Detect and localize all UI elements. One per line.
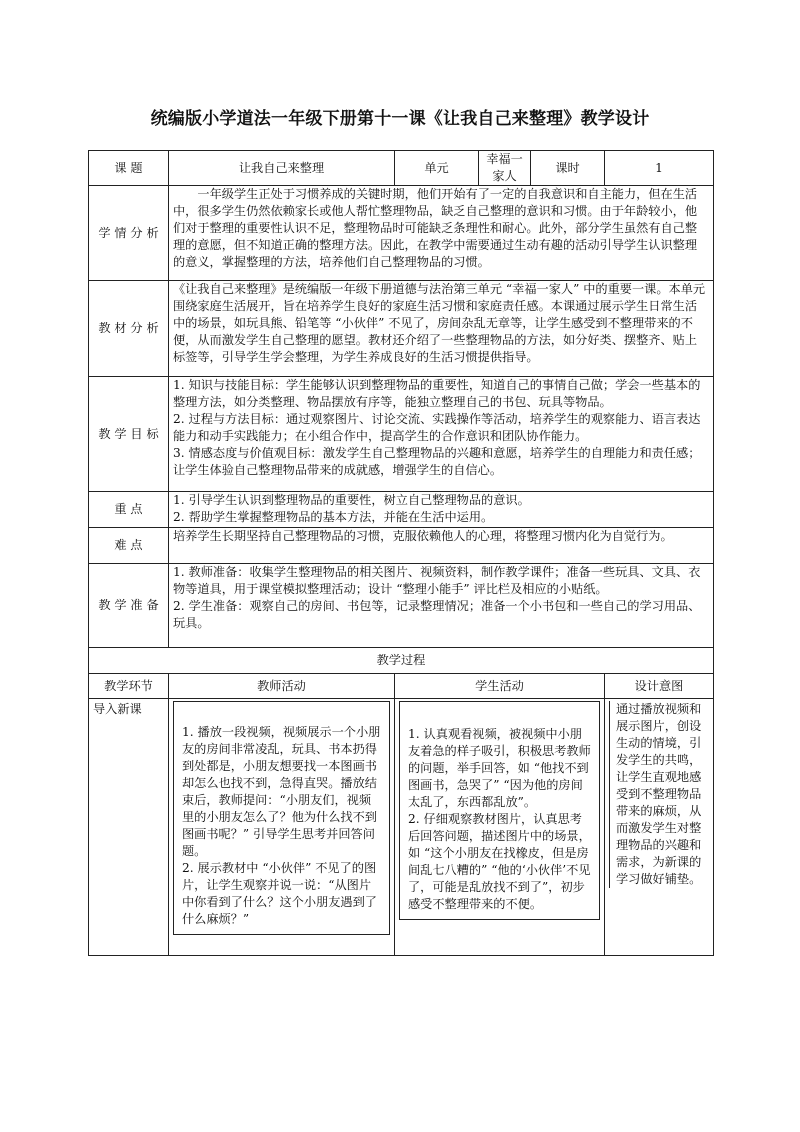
xueqing-label: 学 情 分 析: [89, 186, 169, 281]
teacher-box: [173, 701, 390, 935]
lesson-plan-table: [88, 150, 714, 956]
process-columns-row: [89, 674, 714, 699]
teacher-step: 2. 展示教材中 “小伙伴” 不见了的图片，让学生观察并说一说：“从图片中你看到了什么？这个小朋友遇到了什么麻烦？”: [182, 861, 377, 926]
hours-value: 1: [605, 151, 714, 186]
process-heading: 教学过程: [89, 648, 714, 674]
jiaocai-label: 教 材 分 析: [89, 281, 169, 377]
stage-cell: 导入新课: [89, 699, 169, 956]
nandian-label: 难 点: [89, 528, 169, 564]
nandian-text: 培养学生长期坚持自己整理物品的习惯，克服依赖他人的心理，将整理习惯内化为自觉行为。: [169, 528, 714, 564]
zhunbei-row: [89, 564, 714, 648]
intent-cell: [605, 699, 714, 956]
xueqing-row: [89, 186, 714, 281]
zhunbei-cell: [169, 564, 714, 648]
mubiao-cell: [169, 377, 714, 492]
mubiao-label: 教 学 目 标: [89, 377, 169, 492]
jiaocai-text: 《让我自己来整理》是统编版一年级下册道德与法治第三单元 “幸福一家人” 中的重要一课。本单元围绕家庭生活展开，旨在培养学生良好的家庭生活习惯和家庭责任感。本课通过展示学生日常生活中的场景，如玩具熊、铅笔等 “小伙伴” 不见了，房间杂乱无章等，让学生感受到不整理带来的不便，从而激发学生自己整理的愿望。教材还介绍了一些整理物品的方法，如分好类、摆整齐、贴上标签等，引导学生学会整理，为学生养成良好的生活习惯提供指导。: [169, 281, 714, 377]
zhongdian-label: 重 点: [89, 492, 169, 528]
zhunbei-label: 教 学 准 备: [89, 564, 169, 648]
topic-value: 让我自己来整理: [169, 151, 395, 186]
zhongdian-item: 2. 帮助学生掌握整理物品的基本方法，并能在生活中运用。: [173, 510, 494, 524]
unit-label: 单元: [395, 151, 479, 186]
jiaocai-row: [89, 281, 714, 377]
mubiao-row: [89, 377, 714, 492]
teacher-cell: [169, 699, 395, 956]
topic-label: 课 题: [89, 151, 169, 186]
zhongdian-item: 1. 引导学生认识到整理物品的重要性，树立自己整理物品的意识。: [173, 493, 530, 507]
col-student: 学生活动: [395, 674, 605, 699]
teacher-step: 1. 播放一段视频，视频展示一个小朋友的房间非常凌乱，玩具、书本扔得到处都是，小朋友想要找一本图画书却怎么也找不到，急得直哭。播放结束后，教师提问：“小朋友们，视频里的小朋友怎么了？他为什么找不到图画书呢？” 引导学生思考并回答问题。: [182, 725, 381, 858]
mubiao-item: 1. 知识与技能目标：学生能够认识到整理物品的重要性，知道自己的事情自己做；学会一些基本的整理方法，如分类整理、物品摆放有序等，能独立整理自己的书包、玩具等物品。: [173, 378, 701, 409]
unit-value: 幸福一家人: [479, 151, 531, 186]
nandian-row: [89, 528, 714, 564]
col-stage: 教学环节: [89, 674, 169, 699]
header-row: [89, 151, 714, 186]
process-row: [89, 699, 714, 956]
process-heading-row: [89, 648, 714, 674]
xueqing-text: 一年级学生正处于习惯养成的关键时期，他们开始有了一定的自我意识和自主能力，但在生活中，很多学生仍然依赖家长或他人帮忙整理物品，缺乏自己整理的意识和习惯。由于年龄较小，他们对于整理的重要性认识不足，整理物品时可能缺乏条理性和耐心。此外，部分学生虽然有自己整理的意愿，但不知道正确的整理方法。因此，在教学中需要通过生动有趣的活动引导学生认识整理的意义，掌握整理的方法，培养他们自己整理物品的习惯。: [169, 186, 714, 281]
intent-box: 通过播放视频和展示图片，创设生动的情境，引发学生的共鸣，让学生直观地感受到不整理物品带来的麻烦，从而激发学生对整理物品的兴趣和需求，为新课的学习做好铺垫。: [609, 701, 711, 888]
student-box: [399, 701, 600, 920]
zhunbei-item: 2. 学生准备：观察自己的房间、书包等，记录整理情况；准备一个小书包和一些自己的学习用品、玩具。: [173, 599, 701, 630]
mubiao-item: 3. 情感态度与价值观目标：激发学生自己整理物品的兴趣和意愿，培养学生的自理能力和责任感；让学生体验自己整理物品带来的成就感，增强学生的自信心。: [173, 446, 701, 477]
mubiao-item: 2. 过程与方法目标：通过观察图片、讨论交流、实践操作等活动，培养学生的观察能力、语言表达能力和动手实践能力；在小组合作中，提高学生的合作意识和团队协作能力。: [173, 412, 701, 443]
zhongdian-cell: [169, 492, 714, 528]
hours-label: 课时: [531, 151, 605, 186]
student-step: 1. 认真观看视频，被视频中小朋友着急的样子吸引，积极思考教师的问题，举手回答，如 “他找不到图画书，急哭了” “因为他的房间太乱了，东西都乱放”。: [408, 727, 591, 809]
student-step: 2. 仔细观察教材图片，认真思考后回答问题，描述图片中的场景，如 “这个小朋友在找橡皮，但是房间乱七八糟的” “他的‘小伙伴’不见了，可能是乱放找不到了”，初步感受不整理带来的不便。: [408, 812, 591, 911]
document-title: 统编版小学道法一年级下册第十一课《让我自己来整理》教学设计: [150, 109, 650, 129]
zhongdian-row: [89, 492, 714, 528]
student-cell: [395, 699, 605, 956]
col-intent: 设计意图: [605, 674, 714, 699]
col-teacher: 教师活动: [169, 674, 395, 699]
zhunbei-item: 1. 教师准备：收集学生整理物品的相关图片、视频资料，制作教学课件；准备一些玩具、文具、衣物等道具，用于课堂模拟整理活动；设计 “整理小能手” 评比栏及相应的小贴纸。: [173, 565, 701, 596]
